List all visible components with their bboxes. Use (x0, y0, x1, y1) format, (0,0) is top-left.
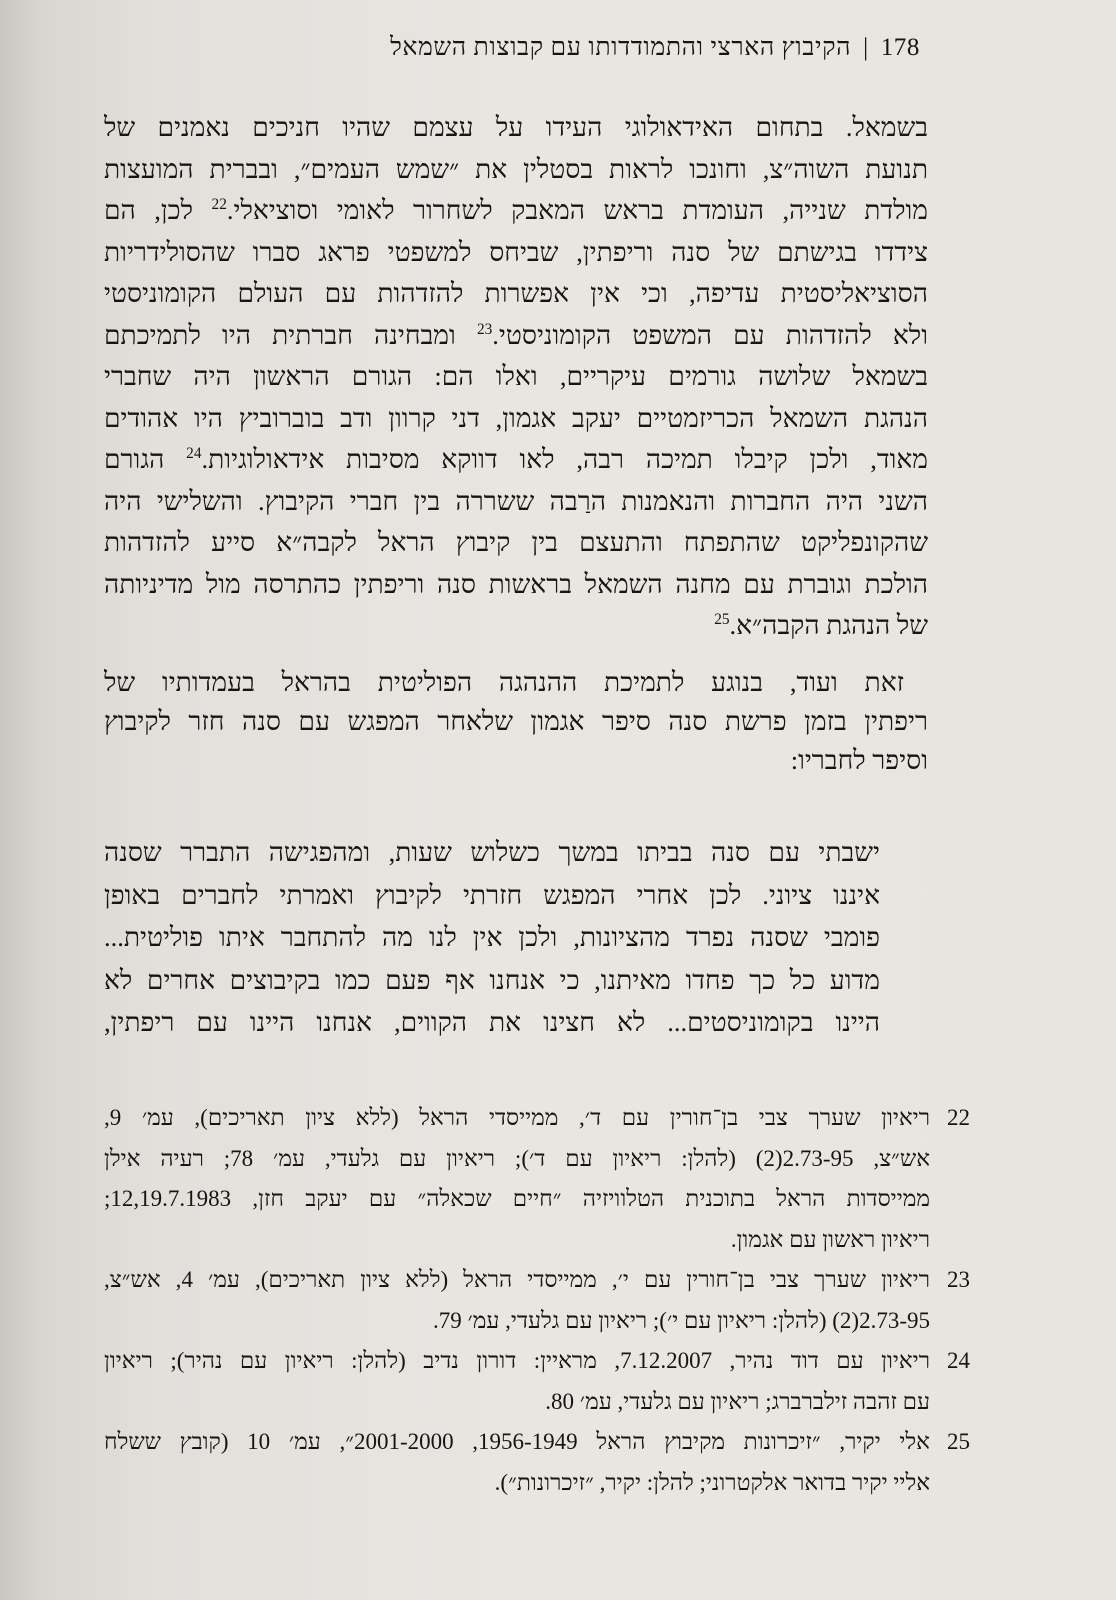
body-line: זאת ועוד, בנוגע לתמיכת ההנהגה הפוליטית בהראל בעמדותיו של (104, 667, 904, 697)
footnote-ref: 22 (211, 196, 227, 214)
footnote-line: ריאיון שערך צבי בן־חורין עם י׳, ממייסדי הראל (ללא ציון תאריכים), עמ׳ 4, אש״צ, (104, 1267, 930, 1292)
body-paragraph (104, 663, 928, 780)
quote-line: היינו בקומוניסטים... לא חצינו את הקווים, אנחנו היינו עם ריפתין, (104, 1007, 880, 1037)
body-line (104, 315, 928, 357)
running-title: הקיבוץ הארצי והתמודדותו עם קבוצות השמאל (390, 34, 852, 61)
body-line-text: ומבחינה חברתית היו לתמיכתם (104, 319, 477, 350)
footnote-line: ממייסדות הראל בתוכנית הטלוויזיה ״חיים שכאלה״ עם יעקב חזן, 12,19.7.1983; (104, 1186, 930, 1211)
body-line: שהקונפליקט שהתפתח והתעצם בין קיבוץ הראל לקבה״א סייע להזדהות (104, 527, 928, 557)
footnote-number: 22 (947, 1105, 970, 1130)
footnote-number: 25 (947, 1429, 970, 1454)
footnote-22 (104, 1098, 970, 1260)
block-quote (104, 831, 880, 1044)
footnote-line: 2.73-95(2) (להלן: ריאיון עם י׳); ריאיון עם גלעדי, עמ׳ 79. (432, 1307, 930, 1333)
footnote-ref: 25 (714, 611, 730, 629)
body-line-text: מאוד, ולכן קיבלו תמיכה רבה, לאו דווקא מסיבות אידאולוגיות. (201, 444, 928, 474)
body-paragraph (104, 107, 928, 647)
footnote-line: ריאיון עם דוד נהיר, 7.12.2007, מראיין: דורון נדיב (להלן: ריאיון עם נהיר); ריאיון (104, 1348, 930, 1373)
footnote-line: אש״צ, 2.73-95(2) (להלן: ריאיון עם ד׳); ריאיון עם גלעדי, עמ׳ 78; רעיה אילן (104, 1145, 930, 1171)
footnote-line: ריאיון שערך צבי בן־חורין עם ד׳, ממייסדי הראל (ללא ציון תאריכים), עמ׳ 9, (104, 1105, 930, 1130)
running-header (390, 30, 920, 66)
body-line: הנהגת השמאל הכריזמטיים יעקב אגמון, דני קרוון ודב בוברוביץ היו אהודים (104, 402, 928, 433)
body-line: ריפתין בזמן פרשת סנה סיפר אגמון שלאחר המפגש עם סנה חזר לקיבוץ (104, 706, 928, 736)
body-line (104, 605, 928, 647)
body-line: בשמאל שלושה גורמים עיקריים, ואלו הם: הגורם הראשון היה שחברי (104, 361, 928, 391)
body-line: הולכת וגוברת עם מחנה השמאל בראשות סנה וריפתין כהתרסה מול מדיניותה (104, 568, 928, 599)
quote-line: איננו ציוני. לכן אחרי המפגש חזרתי לקיבוץ ואמרתי לחברים באופן (104, 879, 880, 910)
footnote-line: ריאיון ראשון עם אגמון. (730, 1226, 930, 1252)
quote-line: ישבתי עם סנה בביתו במשך כשלוש שעות, ומהפגישה התברר שסנה (104, 837, 880, 867)
footnote-ref: 24 (186, 445, 202, 463)
body-line (104, 439, 928, 481)
header-separator: | (863, 34, 869, 61)
body-line: וסיפר לחבריו: (790, 745, 928, 775)
footnote-number: 23 (947, 1267, 970, 1292)
body-line-text: לכן, הם (104, 195, 212, 225)
quote-line: פומבי שסנה נפרד מהציונות, ולכן אין לנו מה להתחבר איתו פוליטית... (104, 922, 880, 952)
footnote-23 (104, 1260, 970, 1341)
page-number: 178 (880, 34, 920, 61)
footnote-number: 24 (947, 1348, 970, 1373)
footnote-line: עם זהבה זילברברג; ריאיון עם גלעדי, עמ׳ 80. (545, 1388, 930, 1414)
footnotes (104, 1098, 970, 1503)
body-line-text: מולדת שנייה, העומדת בראש המאבק לשחרור לאומי וסוציאלי. (226, 195, 928, 225)
footnote-line: אלי יקיר, ״זיכרונות מקיבוץ הראל 1956-1949, 2001-2000״, עמ׳ 10 (קובץ ששלח (104, 1429, 930, 1454)
body-line: צידדו בגישתם של סנה וריפתין, שביחס למשפטי פראג סברו שהסולידריות (104, 236, 928, 267)
body-line: בשמאל. בתחום האידאולוגי העידו על עצמם שהיו חניכים נאמנים של (104, 112, 928, 142)
body-line (104, 190, 928, 232)
body-line-text: של הנהגת הקבה״א. (729, 610, 928, 640)
footnote-25 (104, 1422, 970, 1503)
body-line-text: הגורם (104, 444, 187, 474)
body-line: השני היה החברות והנאמנות הרַבה ששררה בין חברי הקיבוץ. והשלישי היה (104, 485, 928, 516)
footnote-24 (104, 1341, 970, 1422)
body-line: תנועת השוה״צ, וחונכו לראות בסטלין את ״שמש העמים״, ובברית המועצות (104, 153, 928, 184)
body-line: הסוציאליסטית עדיפה, וכי אין אפשרות להזדהות עם העולם הקומוניסטי (104, 278, 928, 308)
body-line-text: ולא להזדהות עם המשפט הקומוניסטי. (492, 319, 928, 350)
footnote-line: אליי יקיר בדואר אלקטרוני; להלן: יקיר, ״זיכרונות״). (494, 1469, 930, 1495)
footnote-ref: 23 (476, 320, 493, 338)
quote-line: מדוע כל כך פחדו מאיתנו, כי אנחנו אף פעם כמו בקיבוצים אחרים לא (104, 964, 880, 995)
